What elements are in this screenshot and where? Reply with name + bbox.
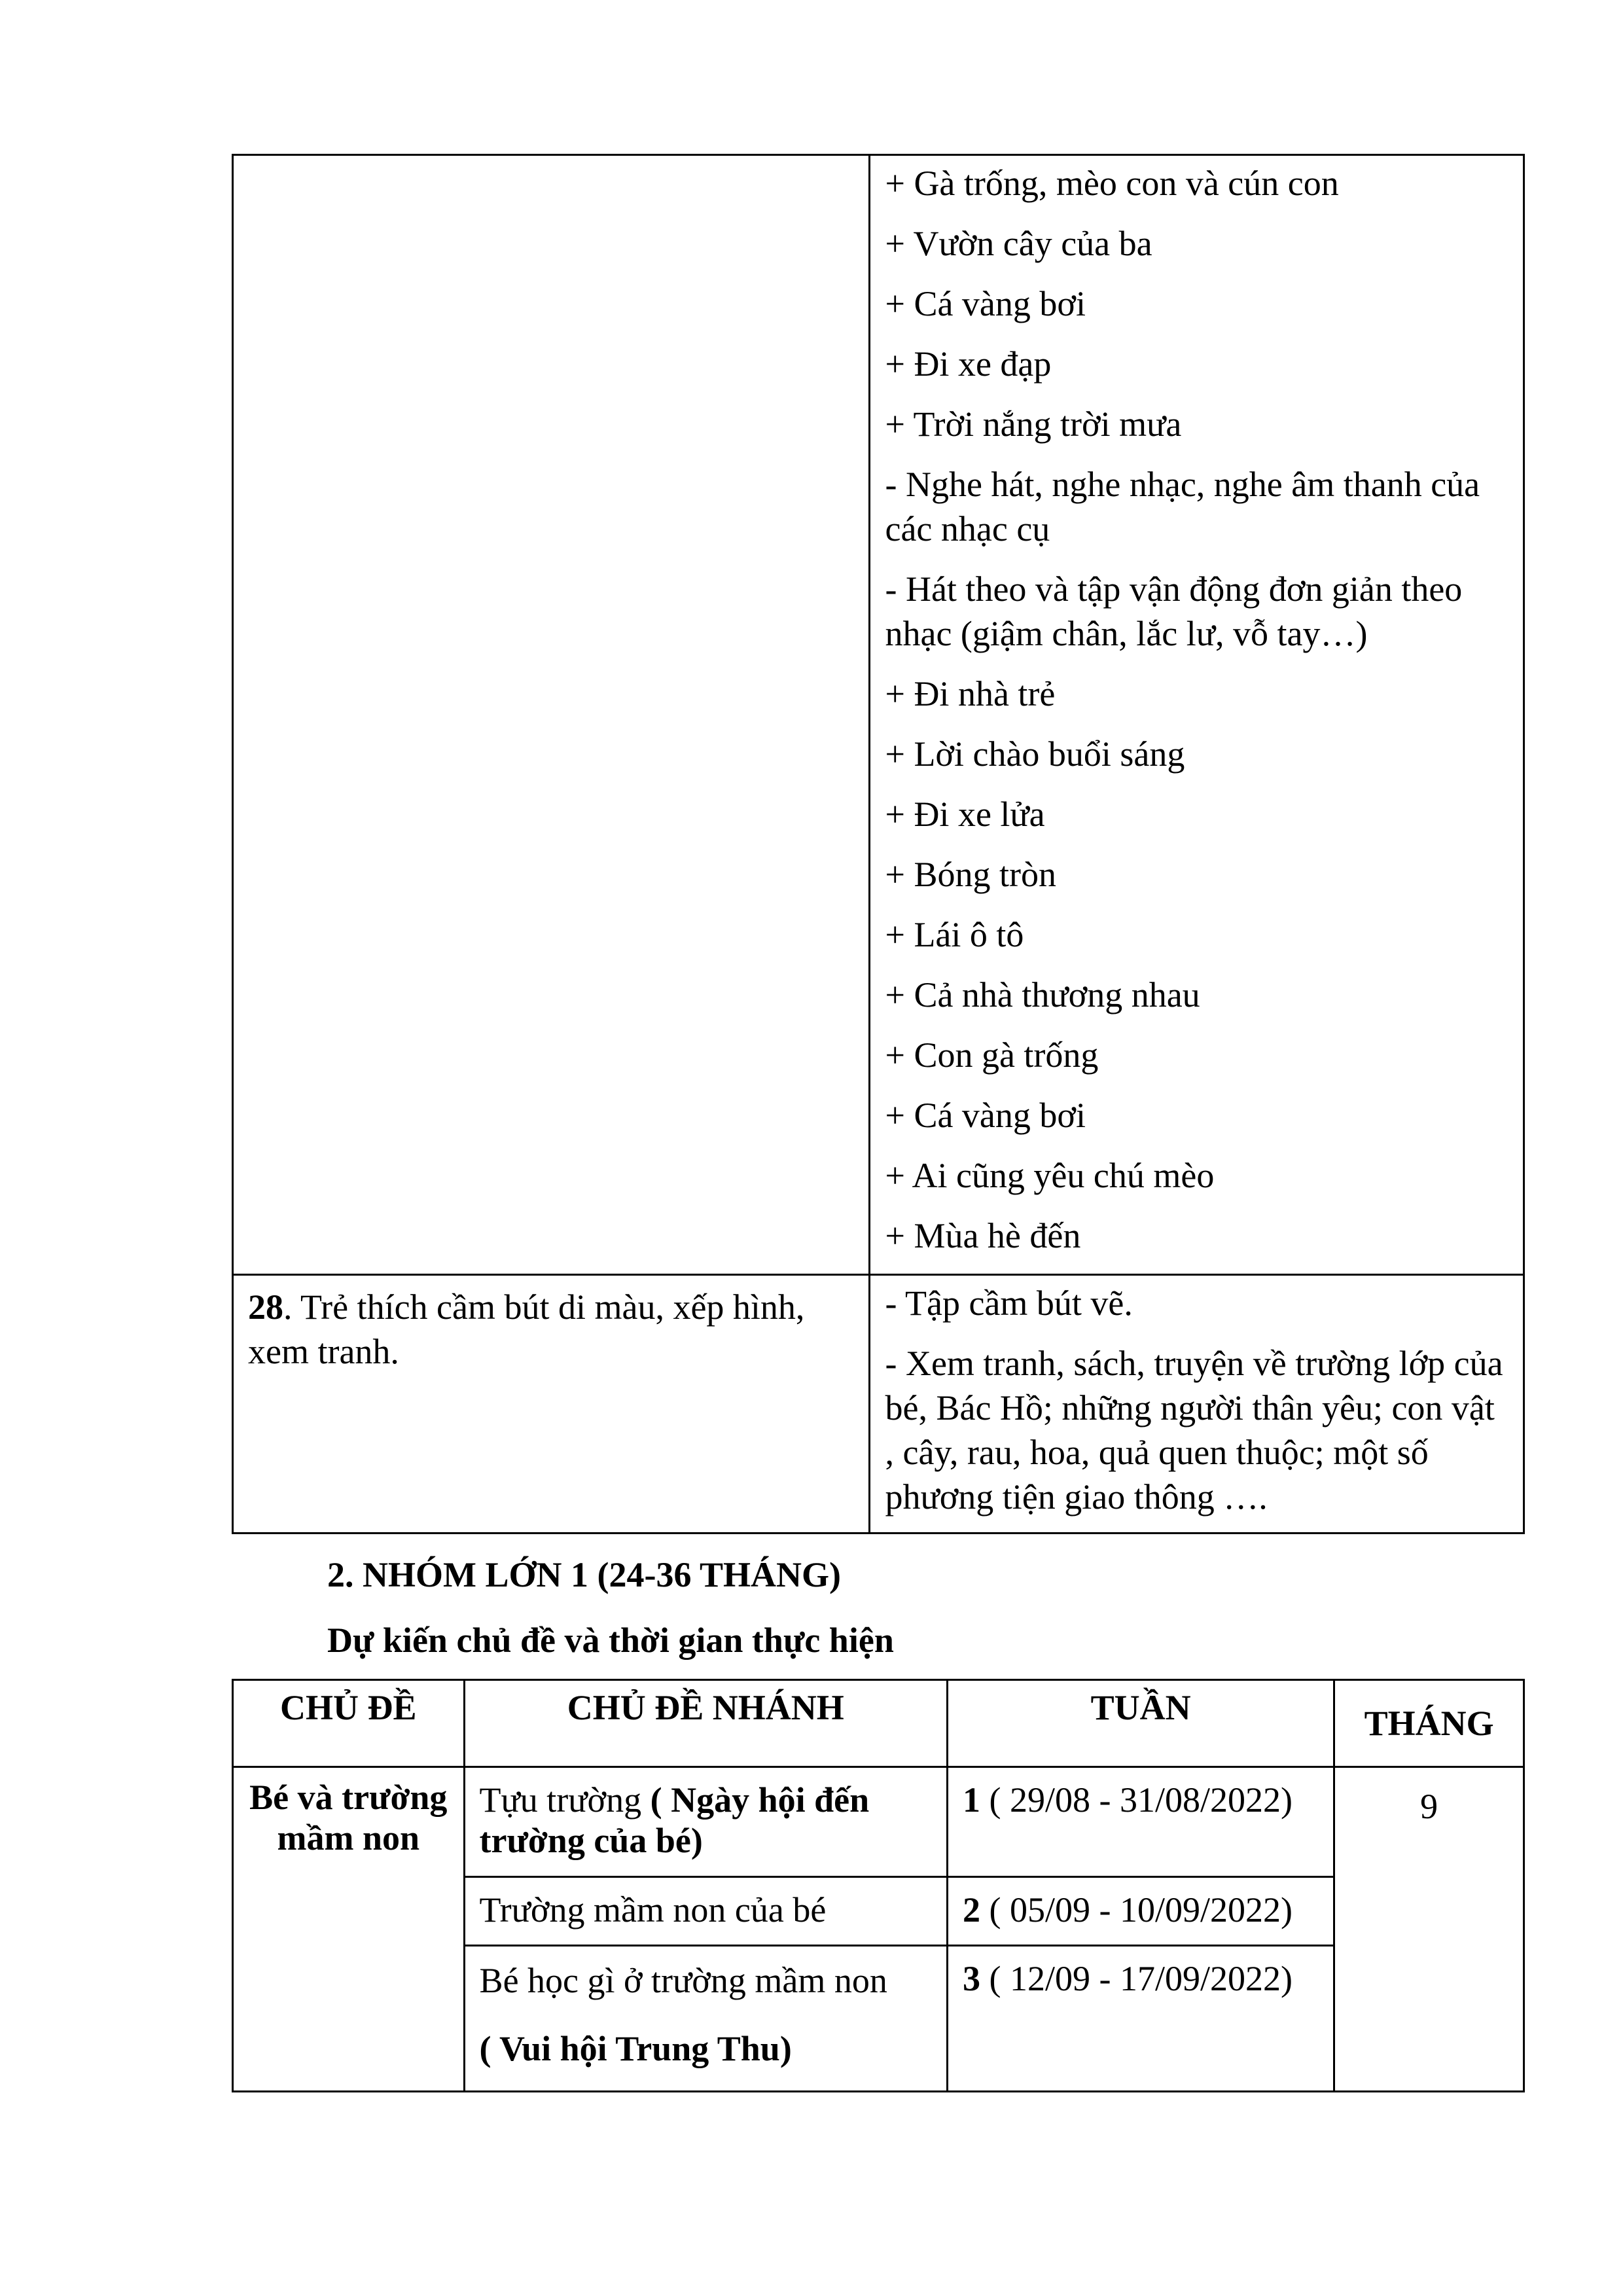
table-row <box>233 1767 1524 1877</box>
branch-plain: Bé học gì ở trường mầm non <box>479 1961 887 2000</box>
list-item: - Hát theo và tập vận động đơn giản theo nhạc (giậm chân, lắc lư, vỗ tay…) <box>885 569 1463 653</box>
branch-cell <box>464 1946 947 2092</box>
list-item: + Gà trống, mèo con và cún con <box>885 164 1339 203</box>
week-dates: ( 12/09 - 17/09/2022) <box>980 1959 1293 1998</box>
branch-cell <box>464 1877 947 1946</box>
list-item: - Xem tranh, sách, truyện về trường lớp của bé, Bác Hồ; những người thân yêu; con vật , cây, rau, hoa, quả quen thuộc; một số phương tiện giao thông …. <box>885 1344 1503 1516</box>
week-cell <box>948 1946 1334 2092</box>
goal-text: . Trẻ thích cầm bút di màu, xếp hình, xem tranh. <box>248 1287 805 1371</box>
week-number: 3 <box>963 1959 981 1998</box>
week-cell <box>948 1767 1334 1877</box>
list-item: + Cá vàng bơi <box>885 284 1086 323</box>
topic-cell: Bé và trường mầm non <box>233 1767 465 2092</box>
branch-bold: ( Ngày hội đến trường của bé) <box>479 1780 870 1860</box>
list-item: + Trời nắng trời mưa <box>885 404 1182 444</box>
week-dates: ( 29/08 - 31/08/2022) <box>980 1780 1293 1820</box>
branch-cell <box>464 1767 947 1877</box>
list-item: + Ai cũng yêu chú mèo <box>885 1156 1215 1195</box>
section-heading: 2. NHÓM LỚN 1 (24-36 THÁNG) <box>327 1555 841 1594</box>
list-item: + Lái ô tô <box>885 915 1024 954</box>
goal-number: 28 <box>248 1287 283 1327</box>
week-cell <box>948 1877 1334 1946</box>
week-number: 1 <box>963 1780 981 1820</box>
header-row <box>233 1680 1524 1767</box>
table-row <box>233 155 1524 1275</box>
header-month: THÁNG <box>1334 1680 1524 1767</box>
header-week: TUẦN <box>948 1680 1334 1767</box>
branch-plain: Trường mầm non của bé <box>479 1890 827 1929</box>
list-item: + Đi xe đạp <box>885 344 1052 384</box>
empty-cell <box>233 155 870 1275</box>
list-item: + Mùa hè đến <box>885 1216 1081 1255</box>
list-item: + Đi xe lửa <box>885 795 1045 834</box>
schedule-table <box>232 1679 1525 2092</box>
activities-table <box>232 154 1525 1534</box>
header-branch: CHỦ ĐỀ NHÁNH <box>464 1680 947 1767</box>
branch-plain: Tựu trường <box>479 1780 651 1820</box>
list-item: + Con gà trống <box>885 1035 1099 1075</box>
table-row <box>233 1275 1524 1534</box>
list-item: + Vườn cây của ba <box>885 224 1152 263</box>
list-item: - Tập cầm bút vẽ. <box>885 1283 1133 1323</box>
week-number: 2 <box>963 1890 981 1929</box>
list-item: + Cá vàng bơi <box>885 1096 1086 1135</box>
goal-cell <box>233 1275 870 1534</box>
list-item: + Cả nhà thương nhau <box>885 975 1200 1014</box>
list-item: - Nghe hát, nghe nhạc, nghe âm thanh của các nhạc cụ <box>885 465 1480 548</box>
branch-bold: ( Vui hội Trung Thu) <box>479 2029 792 2068</box>
list-item: + Lời chào buổi sáng <box>885 734 1185 774</box>
list-item: + Bóng tròn <box>885 855 1056 894</box>
activity-cell <box>870 1275 1524 1534</box>
song-list-cell <box>870 155 1524 1275</box>
sub-heading: Dự kiến chủ đề và thời gian thực hiện <box>327 1621 894 1660</box>
month-cell: 9 <box>1334 1767 1524 2092</box>
header-topic: CHỦ ĐỀ <box>233 1680 465 1767</box>
week-dates: ( 05/09 - 10/09/2022) <box>980 1890 1293 1929</box>
list-item: + Đi nhà trẻ <box>885 674 1056 713</box>
